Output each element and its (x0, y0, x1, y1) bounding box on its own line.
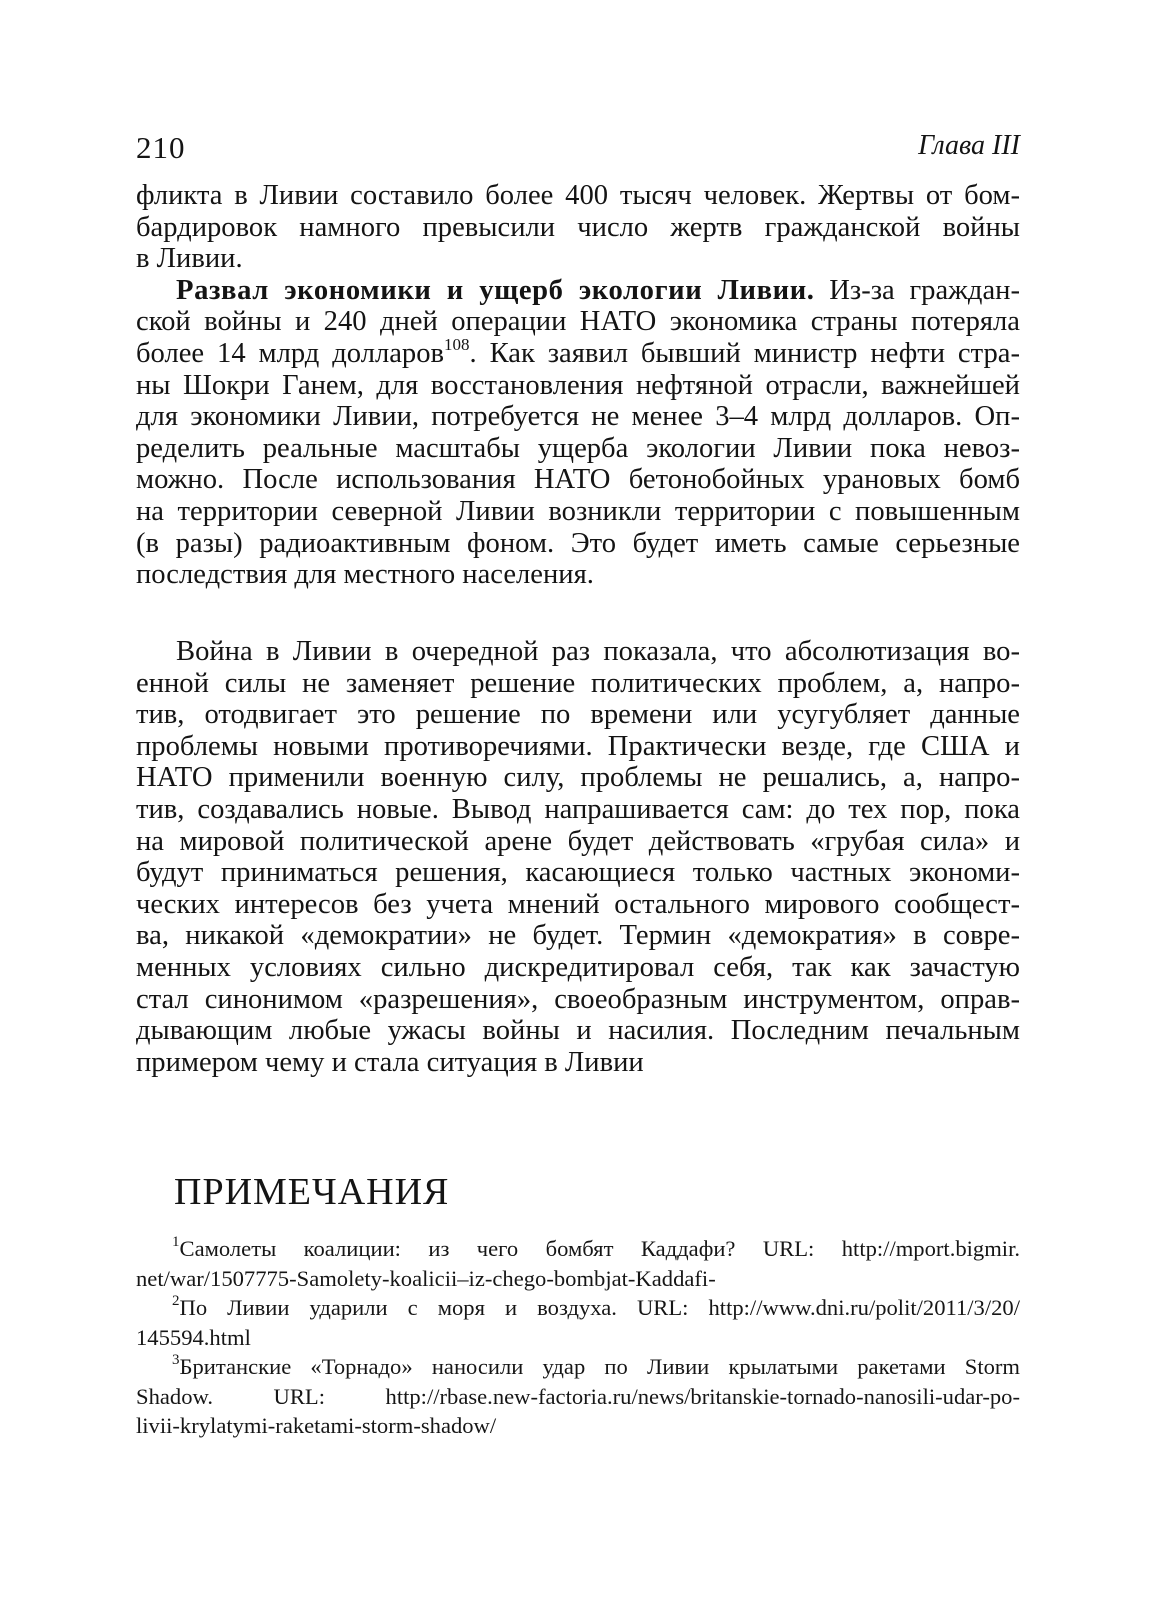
text-line: фликта в Ливии составило более 400 тысяч человек. Жертвы от бом- (136, 180, 1020, 211)
text-line: ческих интересов без учета мнений остального мирового сообщест- (136, 888, 1020, 920)
text-line: тив, создавались новые. Вывод напрашивается сам: до тех пор, пока (136, 793, 1020, 825)
text-line: Развал экономики и ущерб экологии Ливии. Из-за граждан- (176, 274, 1020, 306)
text-line: более 14 млрд долларов$^{108}$. Как заявил бывший министр нефти стра- (136, 334, 1020, 369)
text-line: тив, отодвигает это решение по времени или усугубляет данные (136, 699, 1020, 731)
body-text (136, 180, 1020, 591)
text-line: для экономики Ливии, потребуется не менее 3–4 млрд долларов. Оп- (136, 401, 1020, 433)
note-line: livii-krylatymi-raketami-storm-shadow/ (136, 1413, 497, 1438)
conclusion-paragraph (136, 636, 1020, 1078)
section-heading: Развал экономики и ущерб экологии Ливии. (176, 274, 815, 306)
text-line: дывающим любые ужасы войны и насилия. Последним печальным (136, 1015, 1020, 1047)
chapter-title: Глава III (918, 130, 1020, 161)
text-line: менных условиях сильно дискредитировал себя, так как зачастую (136, 951, 1020, 983)
text-line: енной силы не заменяет решение политических проблем, а, напро- (136, 667, 1020, 699)
text-line: на мировой политической арене будет действовать «грубая сила» и (136, 825, 1020, 857)
text-line: НАТО применили военную силу, проблемы не решались, а, напро- (136, 762, 1020, 794)
text-line: проблемы новыми противоречиями. Практически везде, где США и (136, 730, 1020, 762)
text-line: можно. После использования НАТО бетонобойных урановых бомб (136, 464, 1020, 496)
note-line: $^2$По Ливии ударили с моря и воздуха. URL: http://www.dni.ru/polit/2011/3/20/ (172, 1293, 1020, 1320)
text-line: в Ливии. (136, 243, 243, 275)
notes-list (136, 1234, 1020, 1441)
text-line: на территории северной Ливии возникли территории с повышенным (136, 495, 1020, 527)
note-number: 2 (172, 1293, 180, 1309)
text-line: ны Шокри Ганем, для восстановления нефтяной отрасли, важнейшей (136, 369, 1020, 401)
text-line: примером чему и стала ситуация в Ливии (136, 1046, 644, 1078)
page-number: 210 (136, 130, 186, 165)
note-line: $^1$Самолеты коалиции: из чего бомбят Каддафи? URL: http://mport.bigmir. (172, 1234, 1020, 1261)
note-line: 145594.html (136, 1324, 251, 1350)
text-line: стал синонимом «разрешения», своеобразным инструментом, оправ- (136, 983, 1020, 1015)
note-number: 1 (172, 1234, 180, 1250)
note-line: net/war/1507775-Samolety-koalicii–iz-chego-bombjat-Kaddafi- (136, 1265, 716, 1291)
footnote-reference: 108 (444, 334, 470, 354)
page-header (136, 130, 1020, 170)
text-line: будут приниматься решения, касающиеся только частных экономи- (136, 857, 1020, 889)
text-line: последствия для местного населения. (136, 559, 594, 591)
note-line: $^3$Британские «Торнадо» наносили удар по Ливии крылатыми ракетами Storm (172, 1352, 1020, 1379)
text-line: бардировок намного превысили число жертв гражданской войны (136, 211, 1020, 243)
text-line: ределить реальные масштабы ущерба экологии Ливии пока невоз- (136, 432, 1020, 464)
text-line: Война в Ливии в очередной раз показала, что абсолютизация во- (176, 636, 1020, 667)
text-line: ской войны и 240 дней операции НАТО экономика страны потеряла (136, 306, 1020, 338)
text-line: ва, никакой «демократии» не будет. Термин «демократия» в совре- (136, 920, 1020, 952)
text-line: (в разы) радиоактивным фоном. Это будет иметь самые серьезные (136, 527, 1020, 559)
note-number: 3 (172, 1352, 180, 1368)
note-line: Shadow. URL: http://rbase.new-factoria.ru/news/britanskie-tornado-nanosili-udar-po- (136, 1383, 1020, 1409)
notes-title: ПРИМЕЧАНИЯ (174, 1171, 450, 1213)
